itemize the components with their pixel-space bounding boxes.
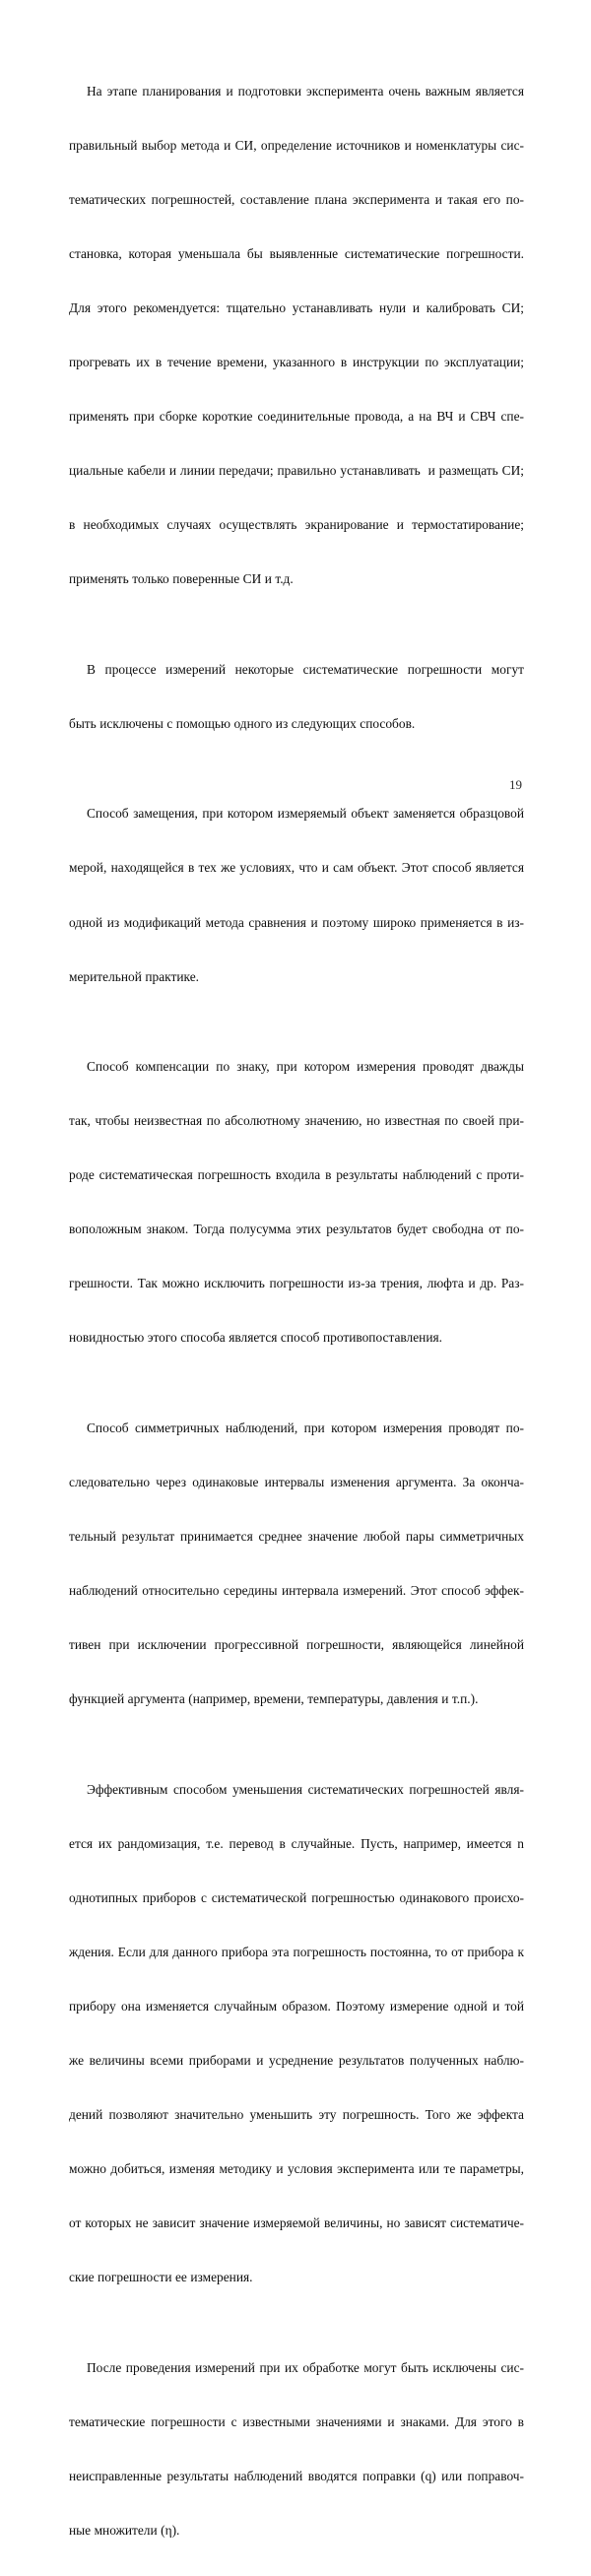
text-line: В процессе измерений некоторые систематические погрешности могут bbox=[87, 661, 524, 677]
paragraph-corrections bbox=[69, 2323, 524, 2576]
text-line: воположным знаком. Тогда полусумма этих результатов будет свободна от по- bbox=[69, 1222, 524, 1237]
text-line: Способ симметричных наблюдений, при котором измерения проводят по- bbox=[87, 1420, 524, 1436]
text-line: быть исключены с помощью одного из следующих способов. bbox=[69, 715, 416, 731]
text-line: На этапе планирования и подготовки эксперимента очень важным является bbox=[87, 83, 524, 99]
text-line: от которых не зависит значение измеряемой величины, но зависят систематиче- bbox=[69, 2215, 524, 2231]
text-line: однотипных приборов с систематической погрешностью одинакового происхо- bbox=[69, 1890, 524, 1906]
text-line: неисправленные результаты наблюдений вводятся поправки (q) или поправоч- bbox=[69, 2469, 524, 2484]
text-line: можно добиться, изменяя методику и условия эксперимента или те параметры, bbox=[69, 2161, 524, 2177]
paragraph-measurement-process bbox=[69, 625, 524, 769]
text-line: Эффективным способом уменьшения систематических погрешностей явля- bbox=[87, 1782, 524, 1797]
text-line: прогревать их в течение времени, указанного в инструкции по эксплуатации; bbox=[69, 354, 524, 369]
text-line: применять при сборке короткие соединительные провода, а на ВЧ и СВЧ спе- bbox=[69, 408, 524, 424]
text-line: роде систематическая погрешность входила в результаты наблюдений с проти- bbox=[69, 1167, 524, 1183]
text-line: применять только поверенные СИ и т.д. bbox=[69, 570, 294, 586]
text-line: циальные кабели и линии передачи; правильно устанавливать и размещать СИ; bbox=[69, 462, 524, 478]
text-line: так, чтобы неизвестная по абсолютному значению, но известная по своей при- bbox=[69, 1113, 524, 1129]
text-line: ские погрешности ее измерения. bbox=[69, 2270, 253, 2285]
text-line: Для этого рекомендуется: тщательно устанавливать нули и калибровать СИ; bbox=[69, 299, 524, 315]
text-line: одной из модификаций метода сравнения и поэтому широко применяется в из- bbox=[69, 914, 524, 930]
text-line: тематические погрешности с известными значениями и знаками. Для этого в bbox=[69, 2414, 524, 2430]
text-line: Способ замещения, при котором измеряемый объект заменяется образцовой bbox=[87, 806, 524, 822]
paragraph-randomization-method bbox=[69, 1745, 524, 2323]
text-line: новидностью этого способа является способ противопоставления. bbox=[69, 1330, 443, 1346]
text-line: Способ компенсации по знаку, при котором измерения проводят дважды bbox=[87, 1059, 524, 1075]
text-line: правильный выбор метода и СИ, определение источников и номенклатуры сис- bbox=[69, 137, 524, 153]
text-line: тельный результат принимается среднее значение любой пары симметричных bbox=[69, 1529, 524, 1545]
text-line: следовательно через одинаковые интервалы изменения аргумента. За оконча- bbox=[69, 1475, 524, 1490]
text-line: мерительной практике. bbox=[69, 968, 199, 984]
text-line: становка, которая уменьшала бы выявленные систематические погрешности. bbox=[69, 245, 524, 261]
text-line: ется их рандомизация, т.е. перевод в случайные. Пусть, например, имеется n bbox=[69, 1836, 524, 1852]
text-line: ждения. Если для данного прибора эта погрешность постоянна, то от прибора к bbox=[69, 1945, 524, 1960]
text-line: мерой, находящейся в тех же условиях, что и сам объект. Этот способ является bbox=[69, 860, 524, 876]
text-line: ные множители (η). bbox=[69, 2523, 180, 2539]
document-body bbox=[69, 46, 524, 2576]
text-line: грешности. Так можно исключить погрешности из-за трения, люфта и др. Раз- bbox=[69, 1276, 524, 1291]
paragraph-substitution-method bbox=[69, 769, 524, 1023]
text-line: После проведения измерений при их обработке могут быть исключены сис- bbox=[87, 2360, 524, 2375]
text-line: прибору она изменяется случайным образом. Поэтому измерение одной и той bbox=[69, 1999, 524, 2015]
text-line: дений позволяют значительно уменьшить эту погрешность. Того же эффекта bbox=[69, 2107, 524, 2123]
text-line: функцией аргумента (например, времени, температуры, давления и т.п.). bbox=[69, 1691, 479, 1707]
text-line: тивен при исключении прогрессивной погрешности, являющейся линейной bbox=[69, 1637, 524, 1653]
paragraph-sign-compensation-method bbox=[69, 1023, 524, 1384]
paragraph-planning-stage bbox=[69, 46, 524, 625]
text-line: в необходимых случаях осуществлять экранирование и термостатирование; bbox=[69, 516, 524, 532]
paragraph-symmetric-observations-method bbox=[69, 1383, 524, 1745]
text-line: наблюдений относительно середины интервала измерений. Этот способ эффек- bbox=[69, 1583, 524, 1599]
text-line: же величины всеми приборами и усреднение результатов полученных наблю- bbox=[69, 2053, 524, 2069]
text-line: тематических погрешностей, составление плана эксперимента и такая его по- bbox=[69, 191, 524, 207]
page-number: 19 bbox=[509, 777, 522, 792]
